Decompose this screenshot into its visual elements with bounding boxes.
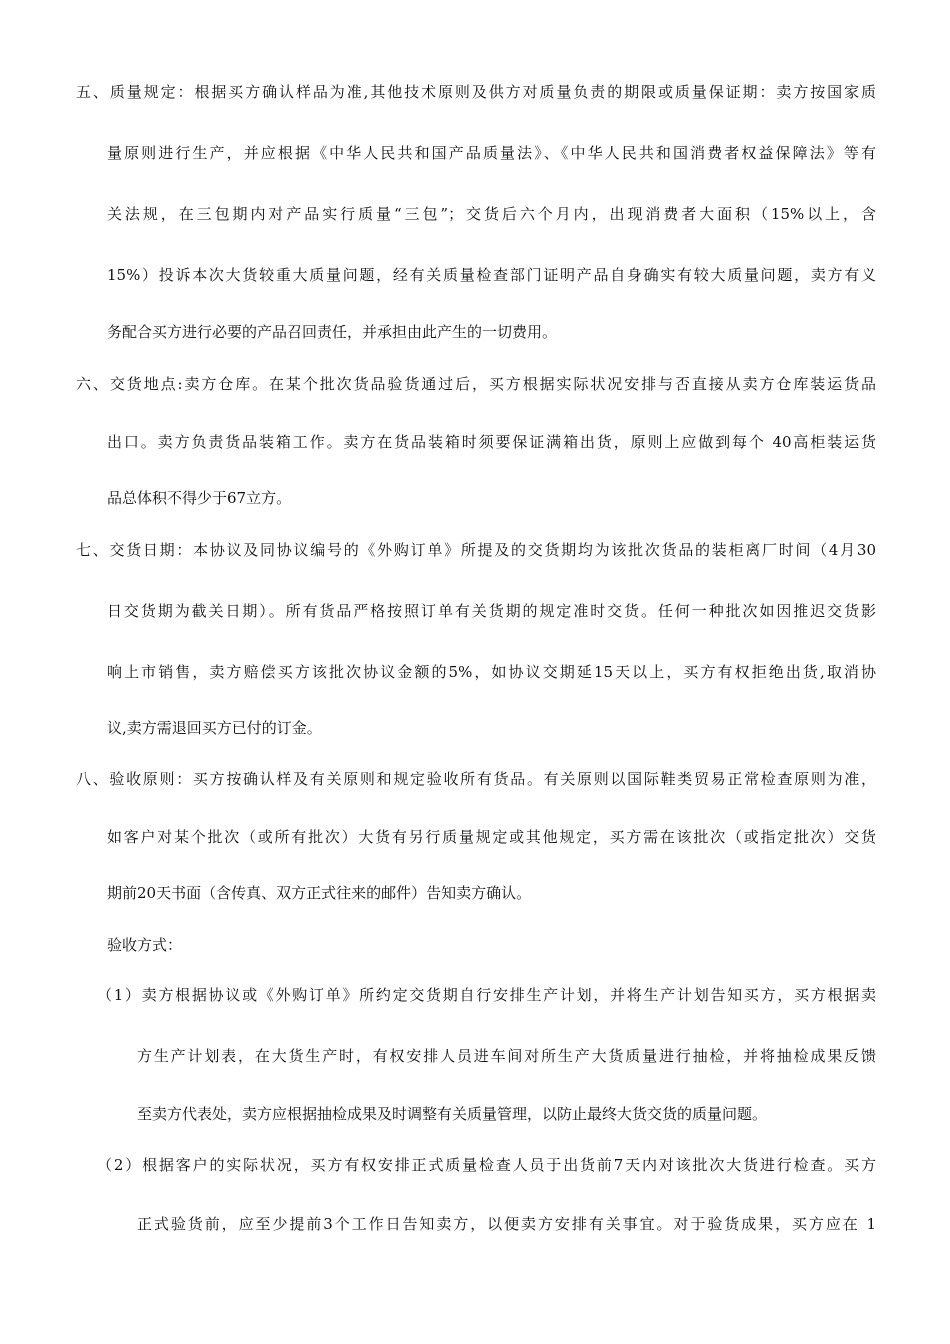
clause-7-line-1: 七、交货日期：本协议及同协议编号的《外购订单》所提及的交货期均为该批次货品的装柜离厂时间（4月30 [76, 541, 876, 559]
inspection-item-2-line-1: （2）根据客户的实际状况，买方有权安排正式质量检查人员于出货前7天内对该批次大货进行检查。买方 [97, 1156, 876, 1174]
clause-5-line-1: 五、质量规定：根据买方确认样品为准,其他技术原则及供方对质量负责的期限或质量保证期：卖方按国家质 [76, 83, 876, 101]
clause-8-line-3: 期前20天书面（含传真、双方正式往来的邮件）告知卖方确认。 [107, 884, 532, 902]
inspection-item-1-line-1: （1）卖方根据协议或《外购订单》所约定交货期自行安排生产计划，并将生产计划告知买方，买方根据卖 [97, 986, 876, 1004]
clause-5-line-5: 务配合买方进行必要的产品召回责任，并承担由此产生的一切费用。 [107, 323, 558, 341]
clause-8-line-2: 如客户对某个批次（或所有批次）大货有另行质量规定或其他规定，买方需在该批次（或指定批次）交货 [107, 828, 876, 846]
clause-5-line-2: 量原则进行生产，并应根据《中华人民共和国产品质量法》、《中华人民共和国消费者权益保障法》等有 [107, 144, 876, 162]
clause-6-line-1: 六、交货地点:卖方仓库。在某个批次货品验货通过后，买方根据实际状况安排与否直接从卖方仓库装运货品 [76, 375, 876, 393]
clause-5-line-4: 15%）投诉本次大货较重大质量问题，经有关质量检查部门证明产品自身确实有较大质量问题，卖方有义 [107, 266, 876, 284]
inspection-item-1-line-2: 方生产计划表，在大货生产时，有权安排人员进车间对所生产大货质量进行抽检，并将抽检成果反馈 [137, 1047, 876, 1065]
clause-6-line-2: 出口。卖方负责货品装箱工作。卖方在货品装箱时须要保证满箱出货，原则上应做到每个 40高柜装运货 [107, 433, 876, 451]
clause-7-line-2: 日交货期为截关日期）。所有货品严格按照订单有关货期的规定准时交货。任何一种批次如因推迟交货影 [107, 602, 876, 620]
clause-8-line-1: 八、验收原则：买方按确认样及有关原则和规定验收所有货品。有关原则以国际鞋类贸易正常检查原则为准， [76, 770, 876, 788]
inspection-method-heading: 验收方式： [107, 936, 183, 954]
clause-7-line-4: 议,卖方需退回买方已付的订金。 [107, 719, 322, 737]
inspection-item-1-line-3: 至卖方代表处，卖方应根据抽检成果及时调整有关质量管理，以防止最终大货交货的质量问题。 [137, 1105, 768, 1123]
clause-7-line-3: 响上市销售，卖方赔偿买方该批次协议金额的5%，如协议交期延15天以上，买方有权拒绝出货,取消协 [107, 663, 876, 681]
inspection-item-2-line-2: 正式验货前，应至少提前3个工作日告知卖方，以便卖方安排有关事宜。对于验货成果，买方应在 1 [137, 1215, 876, 1233]
clause-5-line-3: 关法规，在三包期内对产品实行质量“三包”；交货后六个月内，出现消费者大面积（15%以上，含 [107, 205, 876, 223]
clause-6-line-3: 品总体积不得少于67立方。 [107, 489, 292, 507]
